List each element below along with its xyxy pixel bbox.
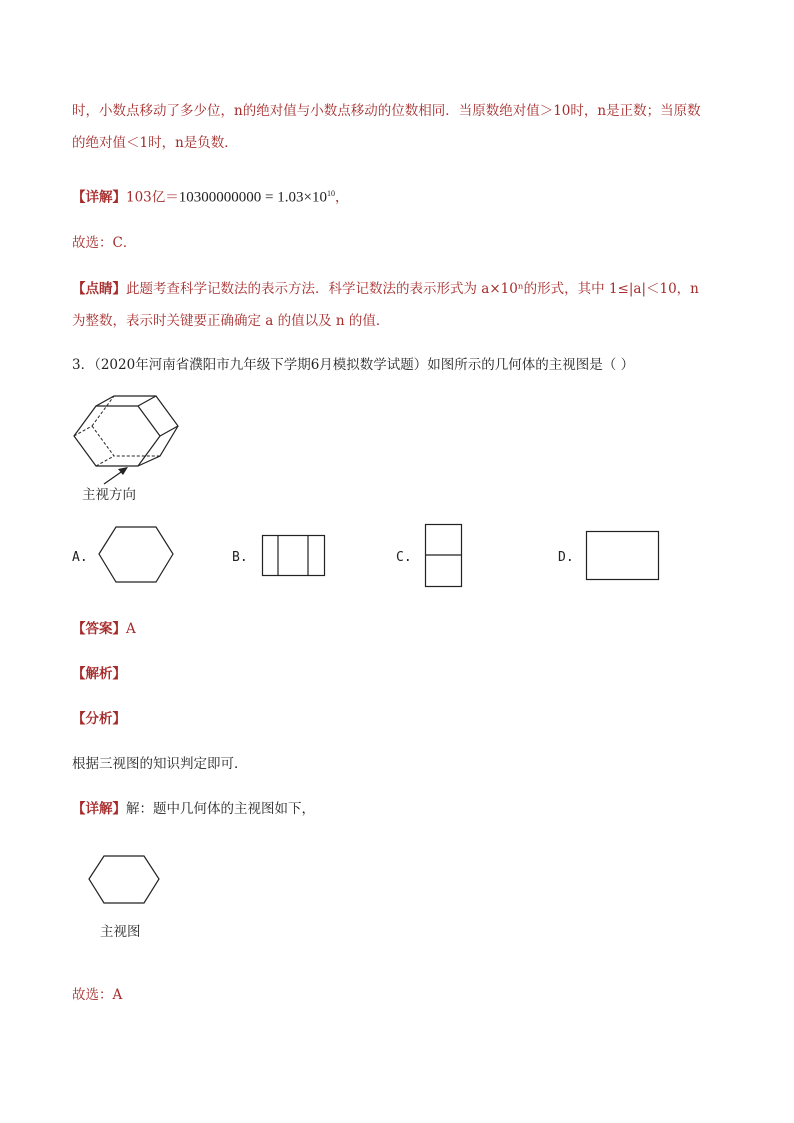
view-direction-caption: 主视方向 — [82, 487, 136, 503]
prev-comment-line-1 — [72, 280, 734, 298]
option-a-label: A. — [72, 550, 88, 565]
option-d-label: D. — [558, 550, 574, 565]
prev-comment-line-2: 为整数，表示时关键要正确确定 a 的值以及 n 的值． — [72, 313, 390, 329]
prev-solution-line-2: 的绝对值＜1时，n是负数． — [72, 135, 238, 151]
option-a-hexagon — [98, 526, 174, 584]
analysis-tag: 【解析】 — [72, 666, 126, 682]
answer-choice: 故选：A — [72, 987, 123, 1003]
answer-value: A — [126, 621, 136, 637]
detail-tag: 【详解】 — [72, 189, 126, 206]
fenxi-text: 根据三视图的知识判定即可． — [72, 756, 248, 772]
question-text: 3．（2020年河南省濮阳市九年级下学期6月模拟数学试题）如图所示的几何体的主视图是（ ） — [72, 357, 635, 373]
detail-prefix: 103亿＝ — [126, 189, 179, 206]
hexagonal-prism-figure — [66, 396, 196, 486]
prev-solution-line-1: 时，小数点移动了多少位，n的绝对值与小数点移动的位数相同．当原数绝对值＞10时，n是正数；当原数 — [72, 103, 701, 119]
option-b-label: B. — [232, 550, 248, 565]
option-c-label: C. — [396, 550, 412, 565]
prev-choice: 故选：C． — [72, 235, 137, 251]
answer-detail-tag: 【详解】 — [72, 801, 126, 817]
analysis-line — [72, 665, 734, 683]
answer-line — [72, 620, 734, 638]
answer-detail-text: 解：题中几何体的主视图如下， — [126, 801, 315, 817]
detail-exponent: 10 — [326, 189, 335, 198]
answer-tag: 【答案】 — [72, 621, 126, 637]
detail-suffix: ， — [334, 189, 349, 206]
answer-detail-line — [72, 800, 734, 818]
detail-number: 10300000000 = 1.03×10 — [178, 189, 327, 206]
fenxi-tag: 【分析】 — [72, 711, 126, 727]
main-view-caption: 主视图 — [100, 924, 141, 940]
comment-text-1: 此题考查科学记数法的表示方法．科学记数法的表示形式为 a×10ⁿ的形式，其中 1≤|a|＜10，n — [126, 281, 699, 297]
fenxi-line — [72, 710, 734, 728]
option-c-rectangle-2-rows — [425, 524, 463, 588]
main-view-hexagon — [88, 855, 160, 905]
prev-detail — [72, 185, 734, 207]
comment-tag: 【点睛】 — [72, 281, 126, 297]
option-d-rectangle — [586, 531, 660, 581]
option-b-rectangle-3-columns — [262, 535, 326, 577]
